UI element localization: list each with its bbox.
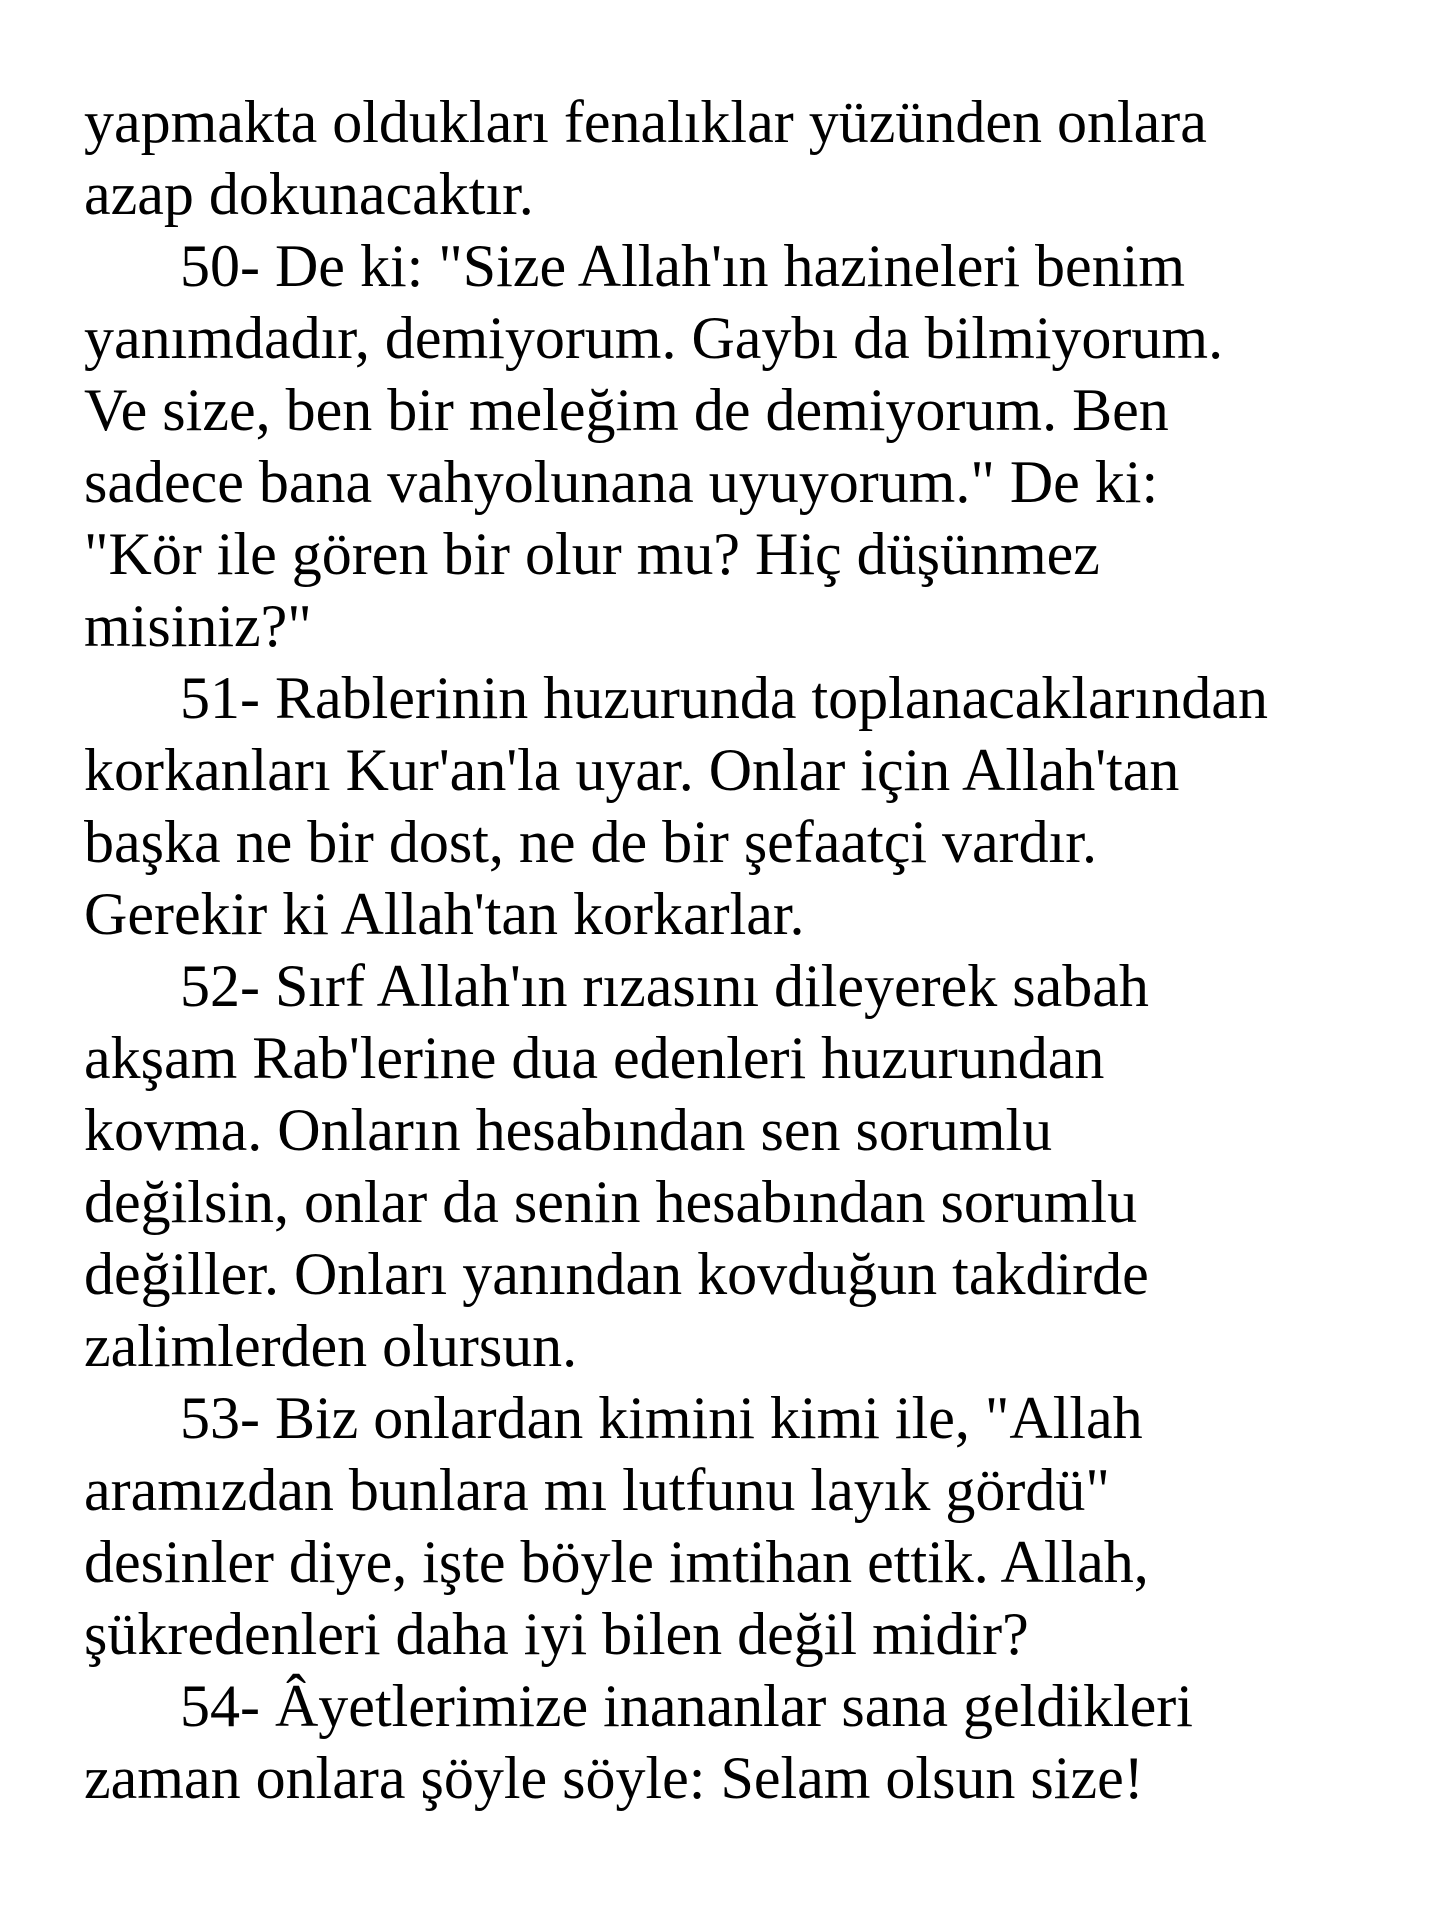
text-line: aramızdan bunlara mı lutfunu layık gördü" <box>84 1457 1110 1523</box>
text-line: akşam Rab'lerine dua edenleri huzurundan <box>84 1025 1105 1091</box>
text-line: korkanları Kur'an'la uyar. Onlar için Allah'tan <box>84 737 1180 803</box>
text-line: başka ne bir dost, ne de bir şefaatçi vardır. <box>84 809 1097 875</box>
text-line: yapmakta oldukları fenalıklar yüzünden onlara <box>84 89 1207 155</box>
text-line: değiller. Onları yanından kovduğun takdirde <box>84 1241 1149 1307</box>
text-line: Gerekir ki Allah'tan korkarlar. <box>84 881 805 947</box>
text-line: azap dokunacaktır. <box>84 161 534 227</box>
text-line: zaman onlara şöyle söyle: Selam olsun size! <box>84 1745 1144 1811</box>
text-line: Ve size, ben bir meleğim de demiyorum. Ben <box>84 377 1169 443</box>
text-line: misiniz?" <box>84 593 312 659</box>
text-line: yanımdadır, demiyorum. Gaybı da bilmiyorum. <box>84 305 1224 371</box>
text-line: sadece bana vahyolunana uyuyorum." De ki: <box>84 449 1159 515</box>
document-page <box>84 86 1404 1814</box>
verse-start-line: 51- Rablerinin huzurunda toplanacaklarından <box>180 665 1268 731</box>
verse-start-line: 53- Biz onlardan kimini kimi ile, "Allah <box>180 1385 1143 1451</box>
text-line: "Kör ile gören bir olur mu? Hiç düşünmez <box>84 521 1100 587</box>
text-line: zalimlerden olursun. <box>84 1313 578 1379</box>
verse-start-line: 50- De ki: "Size Allah'ın hazineleri benim <box>180 233 1186 299</box>
text-line: şükredenleri daha iyi bilen değil midir? <box>84 1601 1029 1667</box>
verse-start-line: 52- Sırf Allah'ın rızasını dileyerek sabah <box>180 953 1149 1019</box>
text-line: kovma. Onların hesabından sen sorumlu <box>84 1097 1053 1163</box>
text-line: değilsin, onlar da senin hesabından sorumlu <box>84 1169 1138 1235</box>
text-line: desinler diye, işte böyle imtihan ettik. Allah, <box>84 1529 1149 1595</box>
verse-start-line: 54- Âyetlerimize inananlar sana geldikleri <box>180 1673 1193 1739</box>
